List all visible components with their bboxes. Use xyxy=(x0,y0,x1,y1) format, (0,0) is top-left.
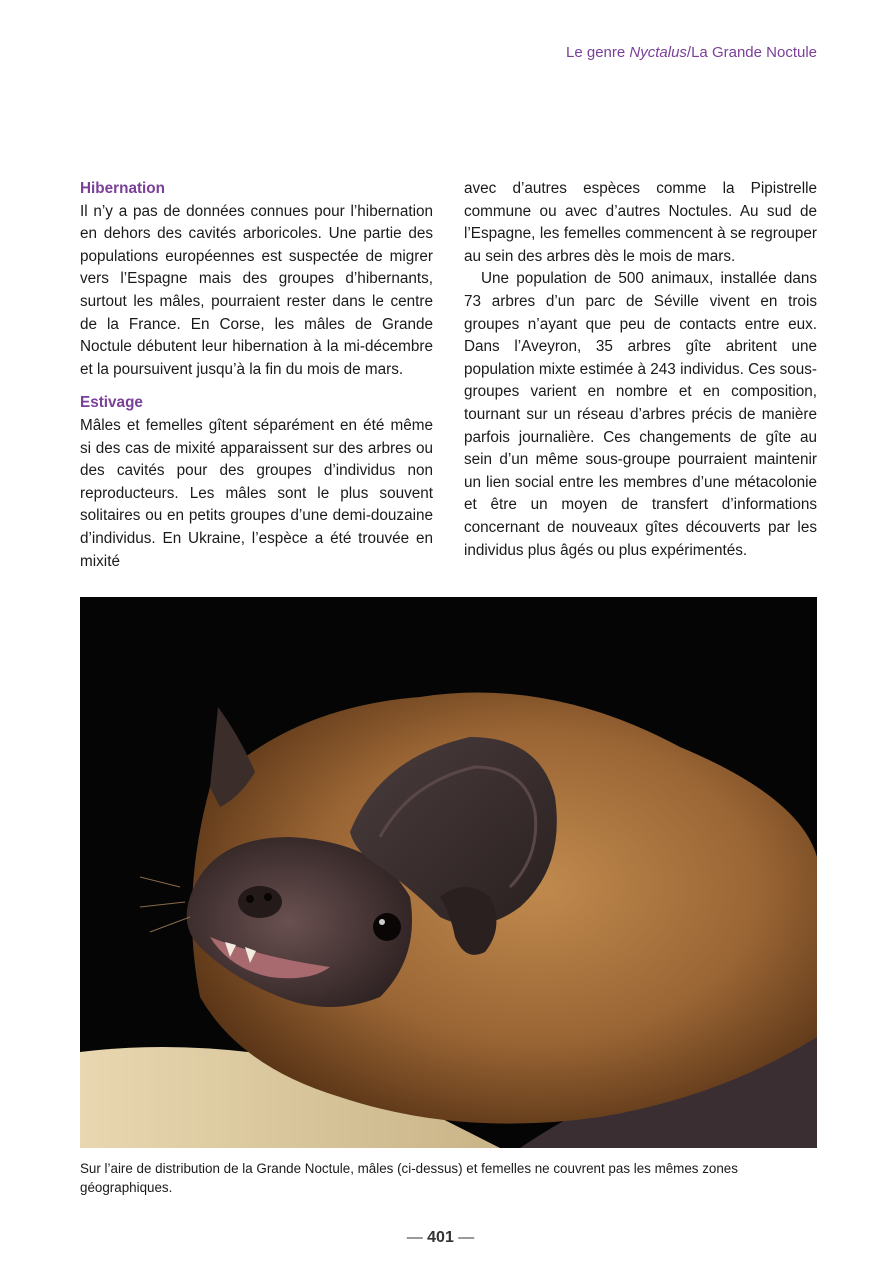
hibernation-paragraph: Il n’y a pas de données connues pour l’hibernation en dehors des cavités arboricoles. Une partie des populations européennes est suspectée de migrer vers l’Espagne mais des groupes d’hibernants, surtout les mâles, pourraient rester dans le centre de la France. En Corse, les mâles de Grande Noctule débutent leur hibernation à la mi-décembre et la poursuivent jusqu’à la fin du mois de mars. xyxy=(80,202,433,378)
folio-dash-right: — xyxy=(458,1229,475,1246)
estivage-paragraph: Mâles et femelles gîtent séparément en été même si des cas de mixité apparaissent sur des arbres ou des cavités pour des groupes d’individus non reproducteurs. Les mâles sont le plus souvent solitaires ou en petits groupes d’une demi-douzaine d’individus. En Ukraine, l’espèce a été trouvée en mixité xyxy=(80,416,433,570)
folio-dash-left: — xyxy=(406,1229,423,1246)
text-columns xyxy=(80,178,817,573)
running-head-prefix: Le genre xyxy=(566,44,630,61)
estivage-heading: Estivage xyxy=(80,394,143,412)
left-column xyxy=(80,178,433,573)
running-head-suffix: /La Grande Noctule xyxy=(686,44,817,61)
hibernation-heading: Hibernation xyxy=(80,180,165,197)
bat-illustration xyxy=(80,597,817,1148)
bat-photo xyxy=(80,597,817,1148)
right-column xyxy=(464,178,817,573)
population-paragraph: Une population de 500 animaux, installée dans 73 arbres d’un parc de Séville vivent en trois groupes n’ayant que peu de contacts entre eux. Dans l’Aveyron, 35 arbres gîte abritent une population mixte estimée à 243 individus. Ces sous-groupes varient en nombre et en composition, tournant sur un réseau d’arbres précis de manière parfois journalière. Ces changements de gîte au sein d’un même sous-groupe pourraient maintenir un lien social entre les membres d’une métacolonie et être un moyen de transfert d’informations concernant de nouveaux gîtes découverts par les individus plus âgés ou plus expérimentés. xyxy=(464,270,817,559)
photo-caption: Sur l’aire de distribution de la Grande Noctule, mâles (ci-dessus) et femelles ne couvrent pas les mêmes zones géographiques. xyxy=(80,1161,738,1195)
running-head-genus: Nyctalus xyxy=(629,44,687,61)
folio-number: 401 xyxy=(427,1229,454,1246)
running-head xyxy=(566,44,817,61)
page-number xyxy=(0,1229,881,1247)
continuation-paragraph: avec d’autres espèces comme la Pipistrelle commune ou avec d’autres Noctules. Au sud de l’Espagne, les femelles commencent à se regrouper au sein des arbres dès le mois de mars. xyxy=(464,180,817,265)
